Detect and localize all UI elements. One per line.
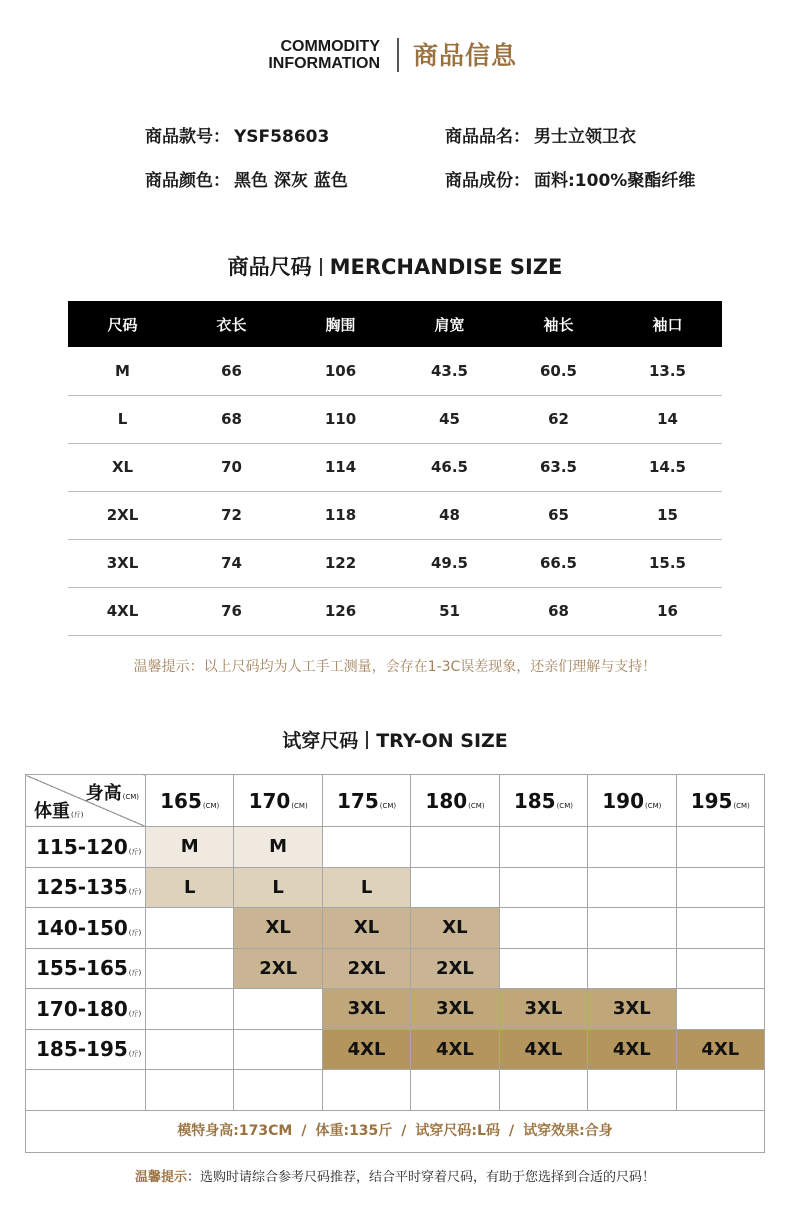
tryon-table bbox=[25, 774, 765, 1111]
size-cell: 65 bbox=[504, 491, 613, 539]
size-cell: 110 bbox=[286, 395, 395, 443]
size-cell: 74 bbox=[177, 539, 286, 587]
size-header-cell: 肩宽 bbox=[395, 301, 504, 347]
tryon-weight-header bbox=[26, 989, 146, 1030]
tryon-height-header bbox=[588, 775, 676, 827]
header-chinese-title: 商品信息 bbox=[413, 41, 518, 70]
size-cell: L bbox=[68, 395, 177, 443]
tryon-size-cell bbox=[146, 948, 234, 989]
size-cell: 68 bbox=[504, 587, 613, 635]
size-header-cell: 衣长 bbox=[177, 301, 286, 347]
tryon-size-cell bbox=[411, 827, 499, 868]
tryon-weight-header bbox=[26, 948, 146, 989]
info-colors bbox=[145, 166, 348, 191]
size-cell: 76 bbox=[177, 587, 286, 635]
weight-value: 170-180 bbox=[36, 996, 128, 1021]
size-cell: 16 bbox=[613, 587, 722, 635]
tryon-size-cell: L bbox=[322, 867, 410, 908]
size-section-title bbox=[0, 251, 790, 281]
tryon-section-title bbox=[0, 726, 790, 753]
size-cell: 45 bbox=[395, 395, 504, 443]
tryon-size-cell bbox=[146, 908, 234, 949]
tryon-height-header bbox=[676, 775, 764, 827]
height-label: 身高 bbox=[85, 783, 122, 804]
weight-value: 155-165 bbox=[36, 956, 128, 981]
height-unit: (CM) bbox=[291, 801, 308, 810]
size-cell: 62 bbox=[504, 395, 613, 443]
table-row bbox=[26, 867, 765, 908]
size-header-cell: 胸围 bbox=[286, 301, 395, 347]
tryon-size-cell bbox=[234, 989, 322, 1030]
tryon-size-cell bbox=[322, 1070, 410, 1111]
tryon-size-cell bbox=[234, 1070, 322, 1111]
size-cell: 15.5 bbox=[613, 539, 722, 587]
size-cell: 13.5 bbox=[613, 347, 722, 395]
header-english-line2: INFORMATION bbox=[268, 55, 380, 72]
size-cell: 66.5 bbox=[504, 539, 613, 587]
tryon-title-divider bbox=[366, 731, 368, 749]
tryon-size-cell bbox=[322, 827, 410, 868]
height-value: 190 bbox=[602, 788, 644, 813]
tryon-size-cell: 4XL bbox=[676, 1029, 764, 1070]
tryon-size-cell: XL bbox=[322, 908, 410, 949]
info-name-value: 男士立领卫衣 bbox=[534, 127, 636, 147]
model-fit: 试穿效果:合身 bbox=[523, 1123, 613, 1139]
info-product-name bbox=[445, 122, 636, 147]
tryon-size-cell bbox=[676, 867, 764, 908]
tryon-size-cell bbox=[588, 908, 676, 949]
tryon-weight-header bbox=[26, 908, 146, 949]
height-unit: (CM) bbox=[733, 801, 750, 810]
tryon-size-cell: M bbox=[146, 827, 234, 868]
model-separator: / bbox=[508, 1123, 515, 1139]
tryon-size-cell bbox=[411, 1070, 499, 1111]
weight-value: 185-195 bbox=[36, 1037, 128, 1062]
size-cell: 15 bbox=[613, 491, 722, 539]
tryon-title-cn: 试穿尺码 bbox=[282, 730, 359, 752]
tryon-size-cell: 4XL bbox=[322, 1029, 410, 1070]
size-cell: 3XL bbox=[68, 539, 177, 587]
weight-unit: (斤) bbox=[128, 969, 142, 978]
tryon-height-header bbox=[411, 775, 499, 827]
table-row bbox=[26, 827, 765, 868]
info-color-value: 黑色 深灰 蓝色 bbox=[234, 171, 348, 191]
tryon-size-cell: L bbox=[146, 867, 234, 908]
tryon-header-row bbox=[26, 775, 765, 827]
tryon-size-cell: 4XL bbox=[499, 1029, 587, 1070]
tryon-height-header bbox=[146, 775, 234, 827]
size-cell: 51 bbox=[395, 587, 504, 635]
tryon-size-cell bbox=[676, 948, 764, 989]
tryon-size-cell: 3XL bbox=[411, 989, 499, 1030]
tryon-weight-header bbox=[26, 827, 146, 868]
size-cell: 122 bbox=[286, 539, 395, 587]
weight-axis-label bbox=[34, 797, 83, 823]
tryon-size-cell bbox=[676, 989, 764, 1030]
size-cell: 63.5 bbox=[504, 443, 613, 491]
size-cell: 14.5 bbox=[613, 443, 722, 491]
info-style-label: 商品款号： bbox=[145, 127, 230, 147]
table-row bbox=[26, 989, 765, 1030]
size-selection-note bbox=[0, 1166, 790, 1185]
height-unit: (CM) bbox=[556, 801, 573, 810]
size-cell: 49.5 bbox=[395, 539, 504, 587]
size-title-en: MERCHANDISE SIZE bbox=[329, 255, 563, 279]
tryon-size-cell bbox=[588, 827, 676, 868]
tryon-size-cell: XL bbox=[411, 908, 499, 949]
size-header-cell: 尺码 bbox=[68, 301, 177, 347]
tryon-size-cell bbox=[499, 827, 587, 868]
tryon-size-cell bbox=[499, 1070, 587, 1111]
tryon-size-cell: M bbox=[234, 827, 322, 868]
weight-value: 115-120 bbox=[36, 834, 128, 859]
tryon-size-cell: 2XL bbox=[322, 948, 410, 989]
weight-value: 140-150 bbox=[36, 915, 128, 940]
info-style-number bbox=[145, 122, 329, 147]
size-cell: 126 bbox=[286, 587, 395, 635]
info-name-label: 商品品名： bbox=[445, 127, 530, 147]
table-row bbox=[26, 1070, 765, 1111]
height-value: 175 bbox=[336, 788, 379, 813]
tryon-height-header bbox=[234, 775, 322, 827]
info-style-value: YSF58603 bbox=[234, 127, 330, 147]
height-value: 170 bbox=[248, 788, 291, 813]
tryon-size-cell bbox=[676, 908, 764, 949]
size-cell: 14 bbox=[613, 395, 722, 443]
tryon-size-cell: 3XL bbox=[588, 989, 676, 1030]
weight-unit: (斤) bbox=[128, 928, 142, 937]
size-cell: 106 bbox=[286, 347, 395, 395]
weight-unit: (斤) bbox=[128, 888, 142, 897]
weight-unit: (斤) bbox=[71, 811, 84, 819]
tryon-height-header bbox=[499, 775, 587, 827]
weight-unit: (斤) bbox=[128, 847, 142, 856]
size-cell: XL bbox=[68, 443, 177, 491]
size-cell: 118 bbox=[286, 491, 395, 539]
size-header-cell: 袖长 bbox=[504, 301, 613, 347]
tryon-size-cell bbox=[676, 1070, 764, 1111]
tryon-size-cell bbox=[499, 948, 587, 989]
size-table bbox=[68, 301, 722, 636]
size-cell: 66 bbox=[177, 347, 286, 395]
tryon-size-cell bbox=[234, 1029, 322, 1070]
tryon-size-cell: L bbox=[234, 867, 322, 908]
height-axis-label bbox=[86, 779, 139, 805]
size-cell: 60.5 bbox=[504, 347, 613, 395]
size-cell: 2XL bbox=[68, 491, 177, 539]
size-cell: 72 bbox=[177, 491, 286, 539]
tryon-corner-cell bbox=[26, 775, 146, 827]
tryon-size-cell bbox=[146, 989, 234, 1030]
tryon-size-cell bbox=[411, 867, 499, 908]
tryon-size-cell bbox=[146, 1029, 234, 1070]
tryon-size-cell bbox=[499, 867, 587, 908]
model-separator: / bbox=[301, 1123, 307, 1139]
weight-value: 125-135 bbox=[36, 875, 128, 900]
table-row bbox=[68, 347, 722, 395]
size-title-divider bbox=[320, 258, 322, 276]
height-value: 180 bbox=[425, 788, 468, 813]
table-row bbox=[68, 491, 722, 539]
tryon-size-cell: 2XL bbox=[234, 948, 322, 989]
tryon-size-cell: 3XL bbox=[322, 989, 410, 1030]
tryon-height-header bbox=[322, 775, 410, 827]
size-cell: 4XL bbox=[68, 587, 177, 635]
tryon-size-cell: 4XL bbox=[588, 1029, 676, 1070]
table-row bbox=[26, 948, 765, 989]
tryon-weight-header bbox=[26, 1029, 146, 1070]
table-row bbox=[68, 587, 722, 635]
height-unit: (CM) bbox=[122, 793, 139, 801]
model-height: 模特身高:173CM bbox=[177, 1123, 293, 1139]
tryon-title-en: TRY-ON SIZE bbox=[376, 730, 508, 752]
size-cell: 68 bbox=[177, 395, 286, 443]
size-cell: 114 bbox=[286, 443, 395, 491]
size-cell: 43.5 bbox=[395, 347, 504, 395]
tryon-weight-header bbox=[26, 867, 146, 908]
tryon-size-cell bbox=[146, 1070, 234, 1111]
header-divider bbox=[397, 38, 399, 72]
info-material-value: 面料:100%聚酯纤维 bbox=[534, 171, 696, 191]
size-table-header bbox=[68, 301, 722, 347]
tryon-size-cell: XL bbox=[234, 908, 322, 949]
tryon-size-cell: 3XL bbox=[499, 989, 587, 1030]
height-value: 195 bbox=[690, 788, 733, 813]
model-info-bar bbox=[25, 1110, 765, 1153]
tryon-weight-header bbox=[26, 1070, 146, 1111]
weight-unit: (斤) bbox=[128, 1050, 142, 1059]
table-row bbox=[26, 908, 765, 949]
height-value: 185 bbox=[513, 788, 556, 813]
weight-label: 体重 bbox=[34, 801, 70, 822]
weight-unit: (斤) bbox=[128, 1009, 142, 1018]
tryon-size-cell bbox=[676, 827, 764, 868]
note-text: ：选购时请综合参考尺码推荐，结合平时穿着尺码，有助于您选择到合适的尺码！ bbox=[187, 1170, 656, 1185]
height-unit: (CM) bbox=[645, 801, 662, 810]
info-material-label: 商品成份： bbox=[445, 171, 530, 191]
info-color-label: 商品颜色： bbox=[145, 171, 230, 191]
table-row bbox=[26, 1029, 765, 1070]
tryon-size-cell bbox=[588, 1070, 676, 1111]
size-header-cell: 袖口 bbox=[613, 301, 722, 347]
table-row bbox=[68, 395, 722, 443]
model-size: 试穿尺码:L码 bbox=[415, 1123, 500, 1139]
tryon-size-cell bbox=[499, 908, 587, 949]
height-unit: (CM) bbox=[379, 801, 397, 810]
table-row bbox=[68, 539, 722, 587]
size-title-cn: 商品尺码 bbox=[227, 255, 312, 279]
info-material bbox=[445, 166, 695, 191]
model-separator: / bbox=[401, 1123, 407, 1139]
table-row bbox=[68, 443, 722, 491]
model-weight: 体重:135斤 bbox=[315, 1123, 393, 1139]
tryon-size-cell: 2XL bbox=[411, 948, 499, 989]
tryon-size-cell bbox=[588, 867, 676, 908]
size-measurement-note: 温馨提示：以上尺码均为人工手工测量，会存在1-3C误差现象，还亲们理解与支持！ bbox=[133, 659, 657, 675]
size-cell: 70 bbox=[177, 443, 286, 491]
size-cell: M bbox=[68, 347, 177, 395]
header-english-title bbox=[230, 38, 380, 72]
height-unit: (CM) bbox=[468, 801, 485, 810]
header-english-line1: COMMODITY bbox=[280, 38, 380, 55]
height-value: 165 bbox=[160, 788, 202, 813]
size-cell: 46.5 bbox=[395, 443, 504, 491]
tryon-size-cell: 4XL bbox=[411, 1029, 499, 1070]
size-cell: 48 bbox=[395, 491, 504, 539]
height-unit: (CM) bbox=[202, 801, 220, 810]
note-label: 温馨提示 bbox=[134, 1170, 187, 1185]
tryon-size-cell bbox=[588, 948, 676, 989]
